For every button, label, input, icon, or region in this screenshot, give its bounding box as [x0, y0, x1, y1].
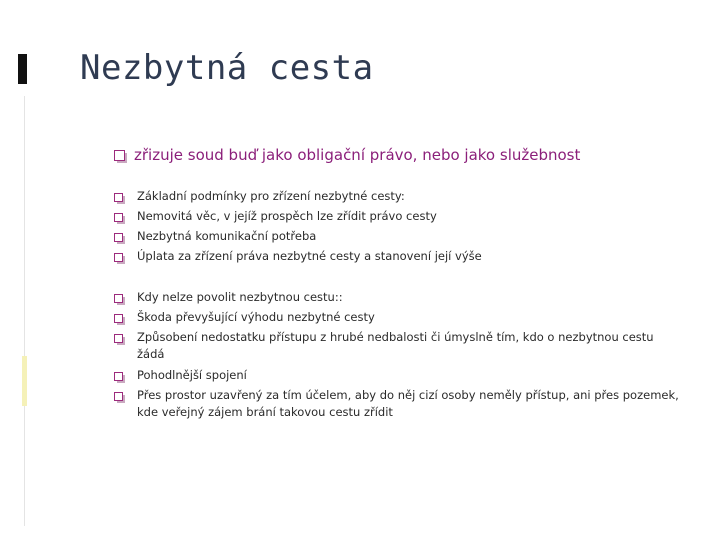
- side-decoration-line: [24, 96, 25, 526]
- list-item: Přes prostor uzavřený za tím účelem, aby do něj cizí osoby neměly přístup, ani přes pozemek,: [137, 388, 679, 402]
- side-decoration-accent: [22, 356, 27, 406]
- list-item-bullet-icon: [114, 213, 123, 222]
- list-item: Škoda převyšující výhodu nezbytné cesty: [137, 310, 375, 324]
- list-item-continuation: kde veřejný zájem brání takovou cestu zřídit: [137, 405, 393, 419]
- list-item: Úplata za zřízení práva nezbytné cesty a stanovení její výše: [137, 249, 482, 263]
- list-item-bullet-icon: [114, 392, 123, 401]
- list-item-bullet-icon: [114, 294, 123, 303]
- list-item-continuation: žádá: [137, 347, 165, 361]
- list-item: Způsobení nedostatku přístupu z hrubé nedbalosti či úmyslně tím, kdo o nezbytnou cestu: [137, 330, 654, 344]
- lead-bullet-icon: [114, 150, 125, 161]
- list-item: Pohodlnější spojení: [137, 368, 247, 382]
- title-accent-bar: [18, 54, 27, 84]
- list-item-bullet-icon: [114, 314, 123, 323]
- list-item-bullet-icon: [114, 193, 123, 202]
- list-item: Nezbytná komunikační potřeba: [137, 229, 317, 243]
- lead-text: zřizuje soud buď jako obligační právo, nebo jako služebnost: [134, 146, 581, 164]
- list-item: Základní podmínky pro zřízení nezbytné cesty:: [137, 189, 405, 203]
- list-item: Nemovitá věc, v jejíž prospěch lze zřídit právo cesty: [137, 209, 437, 223]
- list-item: Kdy nelze povolit nezbytnou cestu::: [137, 290, 343, 304]
- list-item-bullet-icon: [114, 253, 123, 262]
- slide-title: Nezbytná cesta: [80, 48, 374, 88]
- list-item-bullet-icon: [114, 372, 123, 381]
- list-item-bullet-icon: [114, 233, 123, 242]
- list-item-bullet-icon: [114, 334, 123, 343]
